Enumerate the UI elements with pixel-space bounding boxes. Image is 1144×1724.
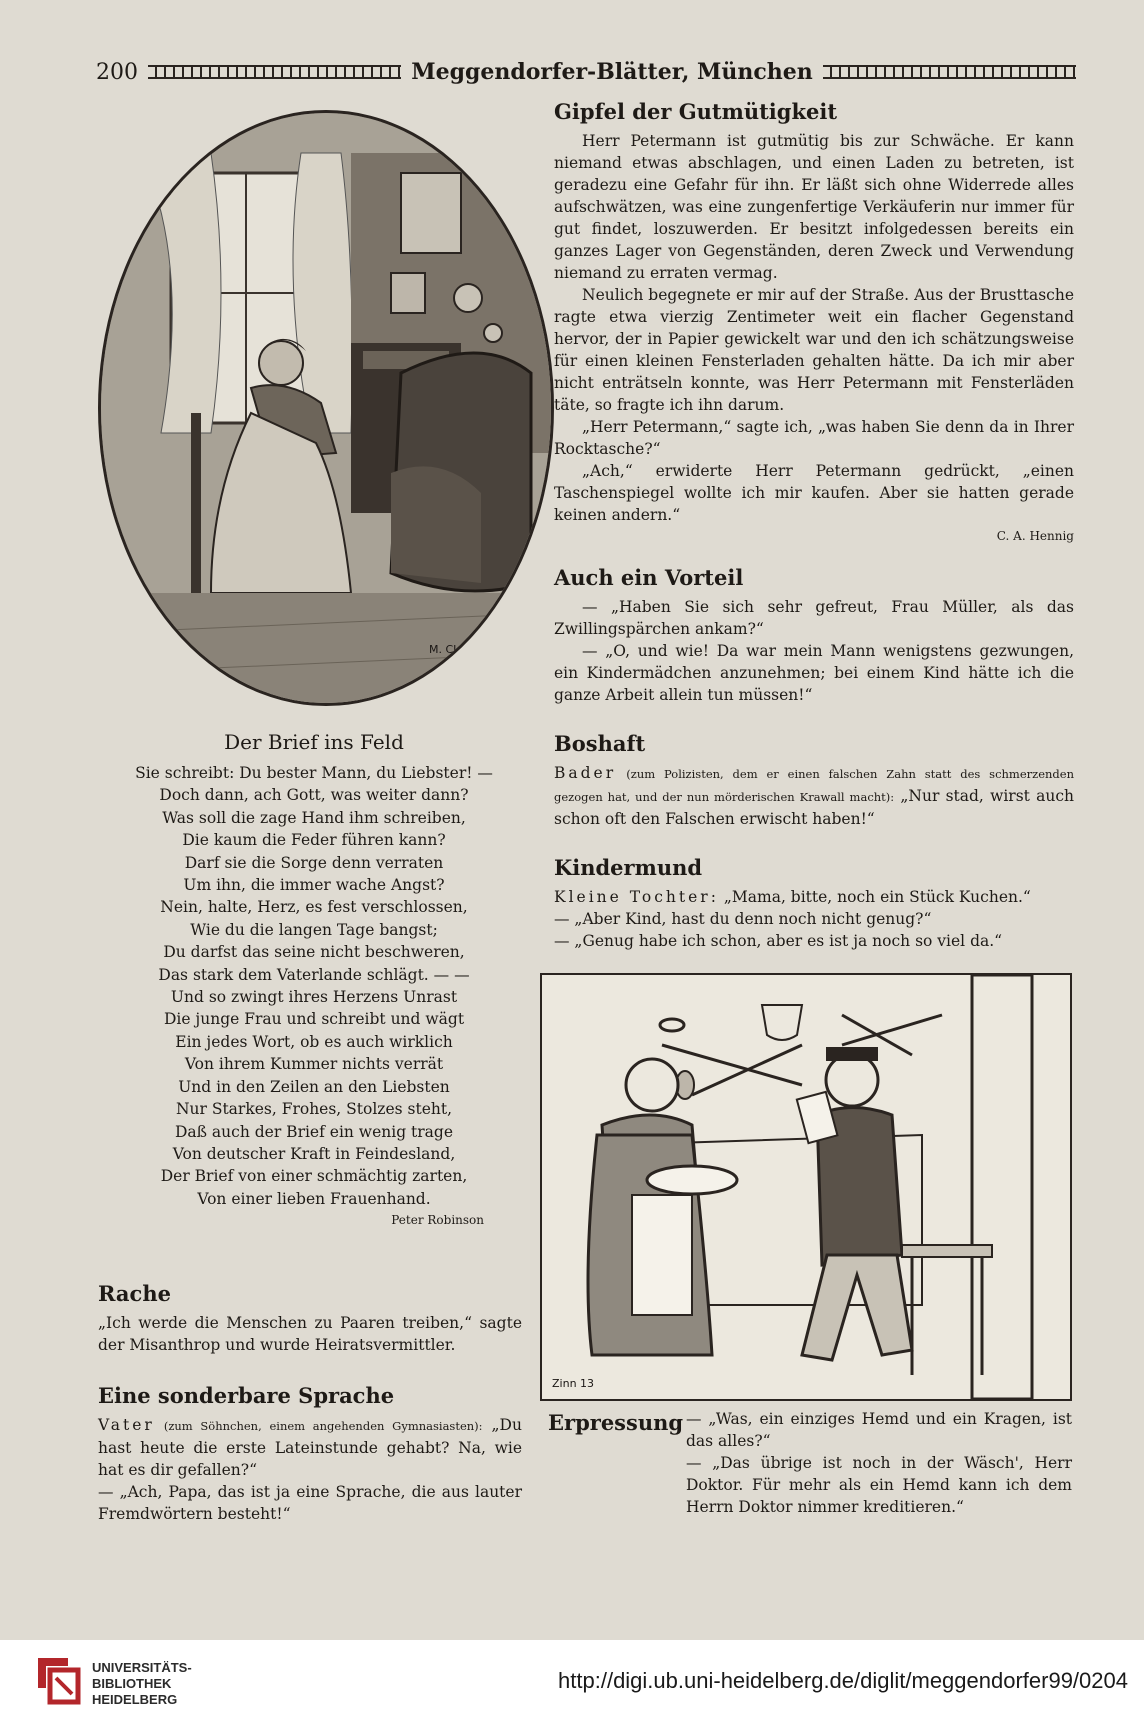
poem-line: Die junge Frau und schreibt und wägt — [163, 1010, 465, 1029]
poem-brief-ins-feld — [104, 728, 524, 1228]
article-vorteil-heading: Auch ein Vorteil — [554, 565, 744, 590]
article-boshaft-stage-direction: (zum Polizisten, dem er einen falschen Zahn statt des schmerzenden gezogen hat, und der nun mörderischen Krawall macht): — [554, 767, 1074, 804]
article-sprache-stage-direction: (zum Söhnchen, einem angehenden Gymnasiasten): — [163, 1419, 483, 1433]
article-rache-text: „Ich werde die Menschen zu Paaren treiben,“ sagte der Misanthrop und wurde Heiratsvermittler. — [98, 1314, 522, 1354]
poem-line: Doch dann, ach Gott, was weiter dann? — [159, 786, 469, 805]
library-name-line-2: BIBLIOTHEK — [92, 1676, 172, 1691]
article-sprache-speaker: Vater — [98, 1416, 155, 1434]
cartoon-illustration-housekeeper — [540, 973, 1072, 1401]
article-erpressung-heading: Erpressung — [548, 1410, 684, 1435]
article-gipfel-paragraph-4: „Ach,“ erwiderte Herr Petermann gedrückt, „einen Taschenspiegel wollte ich mir kaufen. Aber sie hatten gerade keinen andern.“ — [554, 462, 1074, 524]
page-header — [96, 52, 1076, 92]
article-sprache — [98, 1382, 522, 1525]
cartoon-illustration-drawing — [542, 975, 1070, 1399]
university-library-name — [92, 1660, 192, 1708]
article-boshaft-heading: Boshaft — [554, 731, 646, 756]
poem-line: Von einer lieben Frauenhand. — [197, 1189, 431, 1208]
poem-line: Die kaum die Feder führen kann? — [182, 831, 446, 850]
article-erpressung-line-2: — „Das übrige ist noch in der Wäsch', Herr Doktor. Für mehr als ein Hemd kann ich dem Herrn Doktor nimmer kreditieren.“ — [686, 1454, 1072, 1516]
article-sprache-heading: Eine sonderbare Sprache — [98, 1383, 395, 1408]
poem-line: Darf sie die Sorge denn verraten — [184, 853, 444, 872]
article-gipfel-heading: Gipfel der Gutmütigkeit — [554, 99, 838, 124]
poem-line: Daß auch der Brief ein wenig trage — [174, 1122, 454, 1141]
poem-line: Und in den Zeilen an den Liebsten — [178, 1077, 450, 1096]
poem-line: Nein, halte, Herz, es fest verschlossen, — [160, 898, 468, 917]
article-gipfel-author: C. A. Hennig — [996, 529, 1074, 543]
article-kindermund-line-2: — „Aber Kind, hast du denn noch nicht genug?“ — [554, 910, 932, 928]
article-vorteil-paragraph-1: — „Haben Sie sich sehr gefreut, Frau Müller, als das Zwillingspärchen ankam?“ — [554, 598, 1074, 638]
cartoon-illustration-signature: Zinn 13 — [552, 1377, 595, 1390]
publication-title: Meggendorfer-Blätter, München — [411, 59, 813, 85]
library-name-line-1: UNIVERSITÄTS- — [92, 1660, 192, 1675]
poem-line: Nur Starkes, Frohes, Stolzes steht, — [175, 1100, 453, 1119]
poem-line: Das stark dem Vaterlande schlägt. — — — [158, 965, 470, 984]
article-vorteil — [554, 564, 1074, 706]
article-sprache-line-1 — [98, 1414, 522, 1481]
header-ornament-right — [823, 65, 1076, 79]
university-library-logo-icon — [34, 1654, 82, 1706]
article-gipfel-paragraph-2: Neulich begegnete er mir auf der Straße. Aus der Brusttasche ragte etwa vierzig Zentimeter weit ein flacher Gegenstand hervor, der in Papier gewickelt war und den ich schätzungsweise für einen kleinen Fensterladen gehalten hätte. Da ich mir aber nicht enträtseln konnte, was Herr Petermann mit Fensterläden täte, so fragte ich ihn darum. — [554, 286, 1074, 414]
oval-illustration-signature: M. CLAUS — [429, 643, 483, 656]
poem-line: Der Brief von einer schmächtig zarten, — [160, 1167, 468, 1186]
article-sprache-line-2: — „Ach, Papa, das ist ja eine Sprache, die aus lauter Fremdwörtern besteht!“ — [98, 1483, 522, 1523]
poem-line: Von deutscher Kraft in Feindesland, — [172, 1144, 456, 1163]
article-kindermund-speaker: Kleine Tochter: — [554, 888, 719, 906]
article-vorteil-paragraph-2: — „O, und wie! Da war mein Mann wenigstens gezwungen, ein Kindermädchen anzunehmen; bei einem Kind hätte ich die ganze Arbeit allein tun müssen!“ — [554, 642, 1074, 704]
poem-line: Und so zwingt ihres Herzens Unrast — [170, 988, 458, 1007]
article-rache-heading: Rache — [98, 1281, 171, 1306]
article-boshaft-quote: „Nur stad, wirst auch schon oft den Falschen erwischt haben!“ — [554, 787, 1074, 828]
page-number: 200 — [96, 59, 138, 85]
article-gipfel-paragraph-1: Herr Petermann ist gutmütig bis zur Schwäche. Er kann niemand etwas abschlagen, und einen Laden zu betreten, ist geradezu eine Gefahr für ihn. Er läßt sich ohne Widerrede alles aufschwätzen, was eine zungenfertige Verkäuferin nur immer für gut findet, loszuwerden. Er besitzt infolgedessen bereits ein ganzes Lager von Gegenständen, deren Zweck und Verwendung niemand zu erraten vermag. — [554, 132, 1074, 282]
article-sprache-quote-1: „Du hast heute die erste Lateinstunde gehabt? Na, wie hat es dir gefallen?“ — [98, 1416, 522, 1479]
article-rache — [98, 1280, 522, 1356]
article-erpressung-line-1: — „Was, ein einziges Hemd und ein Kragen, ist das alles?“ — [686, 1410, 1072, 1450]
header-ornament-left — [148, 65, 401, 79]
article-kindermund-line-3: — „Genug habe ich schon, aber es ist ja noch so viel da.“ — [554, 932, 1003, 950]
poem-line: Was soll die zage Hand ihm schreiben, — [162, 808, 466, 827]
poem-line: Du darfst das seine nicht beschweren, — [163, 943, 465, 962]
oval-illustration-woman-writing — [98, 110, 554, 706]
poem-line: Wie du die langen Tage bangst; — [190, 920, 438, 939]
article-gipfel — [554, 98, 1074, 544]
article-kindermund-heading: Kindermund — [554, 855, 703, 880]
article-kindermund — [554, 854, 1074, 952]
poem-line: Von ihrem Kummer nichts verrät — [184, 1055, 444, 1074]
poem-title: Der Brief ins Feld — [224, 730, 404, 754]
article-erpressung — [686, 1408, 1072, 1518]
article-gipfel-paragraph-3: „Herr Petermann,“ sagte ich, „was haben Sie denn da in Ihrer Rocktasche?“ — [554, 418, 1074, 458]
article-kindermund-line-1 — [554, 886, 1074, 908]
article-kindermund-quote-1: „Mama, bitte, noch ein Stück Kuchen.“ — [723, 888, 1031, 906]
poem-line: Ein jedes Wort, ob es auch wirklich — [175, 1032, 453, 1051]
library-name-line-3: HEIDELBERG — [92, 1692, 178, 1707]
article-boshaft-speaker: Bader — [554, 764, 617, 782]
article-boshaft — [554, 730, 1074, 830]
poem-author: Peter Robinson — [391, 1213, 484, 1228]
article-boshaft-text — [554, 762, 1074, 830]
oval-illustration-drawing — [101, 113, 551, 703]
poem-line: Um ihn, die immer wache Angst? — [183, 876, 445, 895]
poem-line: Sie schreibt: Du bester Mann, du Liebster! — — [135, 764, 493, 782]
source-url-link[interactable]: http://digi.ub.uni-heidelberg.de/diglit/meggendorfer99/0204 — [558, 1668, 1128, 1693]
